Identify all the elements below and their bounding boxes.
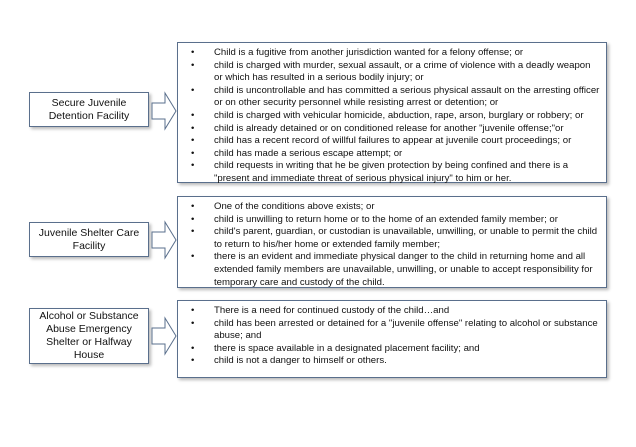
criteria-item: • child has been arrested or detained for a "juvenile offense" relating to alcohol or substance abuse; and (178, 318, 600, 343)
criteria-item: • child has made a serious escape attempt; or (178, 148, 600, 161)
juvenile-shelter-care-facility-box (29, 222, 149, 257)
criteria-item: • One of the conditions above exists; or (178, 201, 600, 214)
right-arrow-icon (151, 92, 177, 130)
substance-abuse-shelter-box (29, 308, 149, 364)
criteria-list (178, 47, 600, 186)
criteria-item: • child is unwilling to return home or to the home of an extended family member; or (178, 214, 600, 227)
secure-detention-criteria-box (177, 42, 607, 183)
criteria-item: • Child is a fugitive from another jurisdiction wanted for a felony offense; or (178, 47, 600, 60)
criteria-item: • child is not a danger to himself or others. (178, 355, 600, 368)
criteria-item: • child's parent, guardian, or custodian is unavailable, unwilling, or unable to permit the child to return to his/her home or extended family member; (178, 226, 600, 251)
criteria-item: • child has a recent record of willful failures to appear at juvenile court proceedings; or (178, 135, 600, 148)
criteria-item: • there is an evident and immediate physical danger to the child in returning home and all extended family members are unavailable, unwilling, or unable to accept responsibility for temporary care and custody of the child. (178, 251, 600, 289)
criteria-item: • child is charged with murder, sexual assault, or a crime of violence with a deadly weapon or which has resulted in a serious bodily injury; or (178, 60, 600, 85)
facility-label: Secure Juvenile Detention Facility (48, 96, 130, 122)
facility-label: Juvenile Shelter Care Facility (38, 226, 140, 252)
right-arrow-icon (151, 221, 177, 259)
criteria-item: • child requests in writing that he be given protection by being confined and there is a "present and immediate threat of serious physical injury" to him or her. (178, 160, 600, 185)
criteria-item: • there is space available in a designated placement facility; and (178, 343, 600, 356)
shelter-care-criteria-box (177, 196, 607, 288)
criteria-item: • There is a need for continued custody of the child…and (178, 305, 600, 318)
criteria-item: • child is charged with vehicular homicide, abduction, rape, arson, burglary or robbery; or (178, 110, 600, 123)
criteria-item: • child is uncontrollable and has committed a serious physical assault on the arresting officer or on other security personnel while resisting arrest or detention; or (178, 85, 600, 110)
substance-abuse-criteria-box (177, 300, 607, 378)
criteria-list (178, 201, 600, 289)
secure-juvenile-detention-facility-box (29, 92, 149, 127)
criteria-list (178, 305, 600, 368)
right-arrow-icon (151, 317, 177, 355)
facility-label: Alcohol or Substance Abuse Emergency Shelter or Halfway House (39, 310, 139, 361)
criteria-item: • child is already detained or on conditioned release for another "juvenile offense;"or (178, 123, 600, 136)
